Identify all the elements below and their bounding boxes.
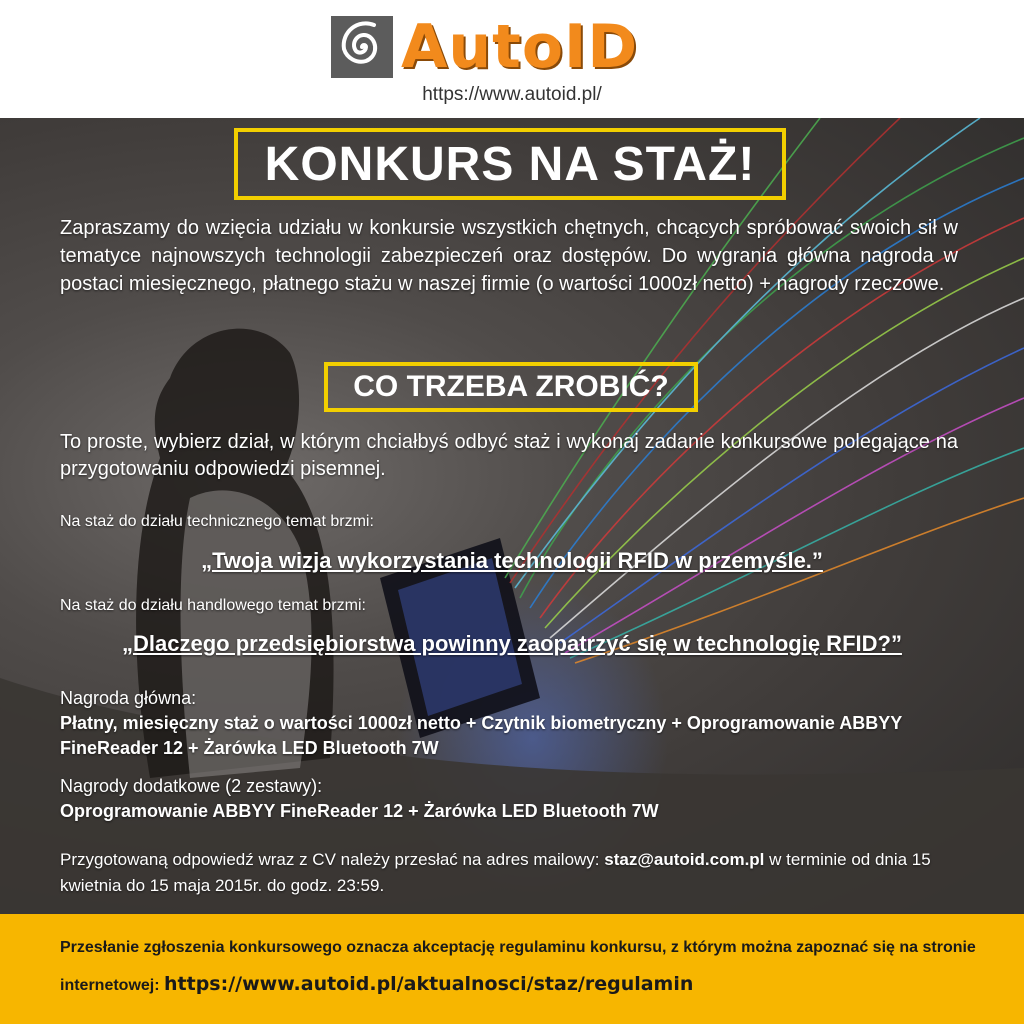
deadline-text-pre: Przygotowaną odpowiedź wraz z CV należy przesłać na adres mailowy:: [60, 850, 605, 869]
logo-text: AutoID: [401, 12, 639, 82]
deadline-text-post: w terminie od dnia 15 kwietnia do 15 maja 2015r. do godz. 23:59.: [60, 850, 931, 895]
footer-text: [60, 930, 980, 1004]
section-title: CO TRZEBA ZROBIĆ?: [353, 370, 669, 403]
extra-prize-label: Nagrody dodatkowe (2 zestawy):: [60, 776, 323, 796]
spiral-icon: [331, 16, 393, 78]
intro-paragraph: Zapraszamy do wzięcia udziału w konkursie wszystkich chętnych, chcących spróbować swoich sił w tematyce najnowszych technologii zabezpieczeń oraz dostępów. Do wygrania główna nagroda w postaci miesięcznego, płatnego stażu w naszej firmie (o wartości 1000zł netto) + nagrody rzeczowe.: [60, 217, 958, 295]
rules-link[interactable]: https://www.autoid.pl/aktualnosci/staz/regulamin: [164, 973, 694, 995]
extra-prize: Oprogramowanie ABBYY FineReader 12 + Żarówka LED Bluetooth 7W: [60, 801, 659, 821]
main-panel: [0, 118, 1024, 914]
main-prize: Płatny, miesięczny staż o wartości 1000zł netto + Czytnik biometryczny + Oprogramowanie ABBYY FineReader 12 + Żarówka LED Bluetooth 7W: [60, 713, 902, 758]
page-title: KONKURS NA STAŻ!: [264, 137, 756, 191]
sales-intro: Na staż do działu handlowego temat brzmi:: [60, 597, 366, 614]
footer: [0, 914, 1024, 1024]
sales-topic: „Dlaczego przedsiębiorstwa powinny zaopatrzyć się w technologię RFID?”: [122, 631, 902, 656]
main-prize-label: Nagroda główna:: [60, 688, 197, 708]
subtitle-box: [324, 362, 698, 412]
header: [0, 0, 1024, 118]
email-link[interactable]: staz@autoid.com.pl: [604, 850, 765, 869]
how-paragraph: To proste, wybierz dział, w którym chciałbyś odbyć staż i wykonaj zadanie konkursowe polegające na przygotowaniu odpowiedzi pisemnej.: [60, 431, 958, 480]
site-url[interactable]: https://www.autoid.pl/: [422, 84, 602, 105]
main-prize-block: [60, 686, 958, 761]
footer-notice: Przesłanie zgłoszenia konkursowego oznacza akceptację regulaminu konkursu, z którym można zapoznać się na stronie internetowej:: [60, 939, 976, 994]
deadline-paragraph: [60, 847, 958, 899]
extra-prize-block: [60, 774, 958, 824]
tech-topic: „Twoja wizja wykorzystania technologii RFID w przemyśle.”: [201, 548, 823, 573]
autoid-logo[interactable]: [331, 12, 639, 82]
tech-intro: Na staż do działu technicznego temat brzmi:: [60, 513, 374, 530]
title-box: [234, 128, 786, 200]
